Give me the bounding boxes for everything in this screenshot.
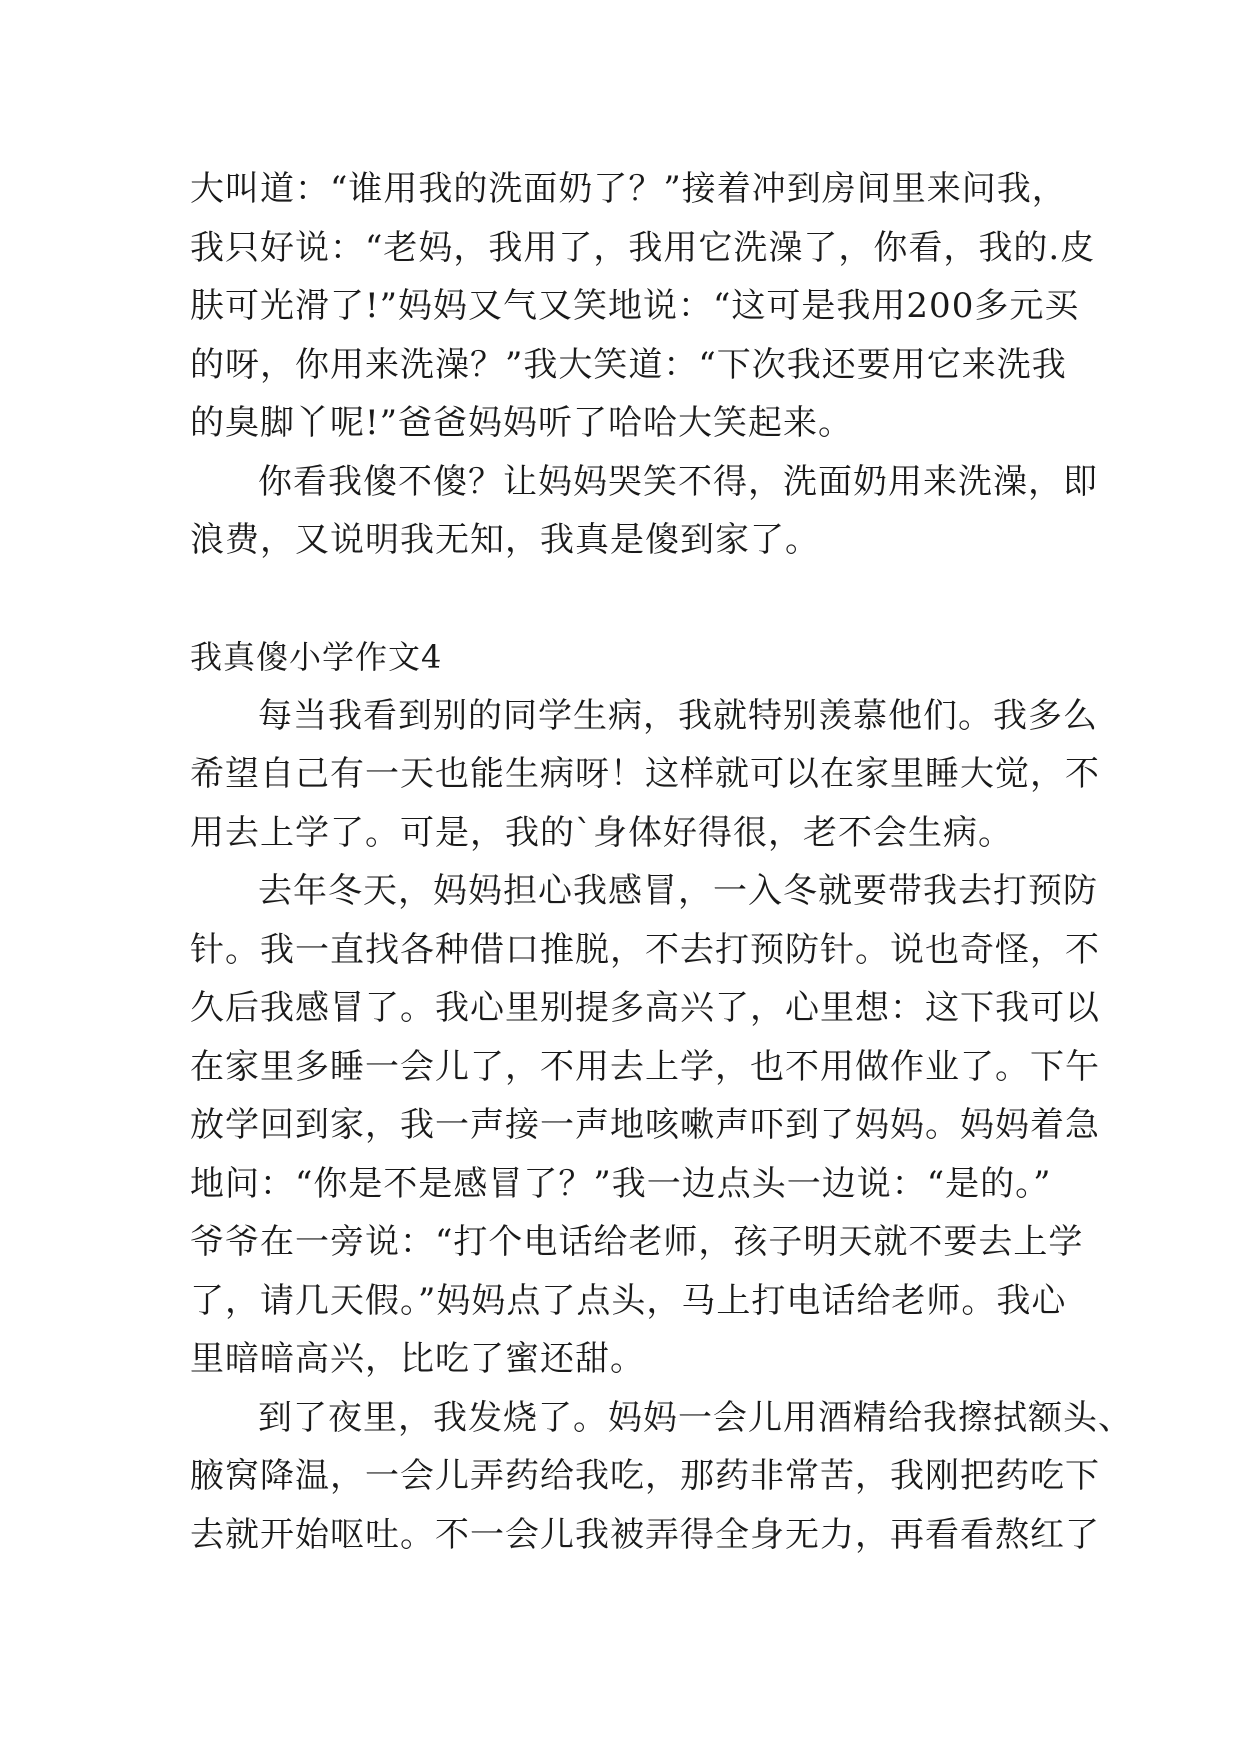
paragraph-1 [190,160,1096,453]
paragraph-3 [190,687,1100,863]
text-line: 腋窝降温，一会儿弄药给我吃，那药非常苦，我刚把药吃下 [190,1456,1100,1496]
text-line: 肤可光滑了!”妈妈又气又笑地说：“这可是我用200多元买 [190,286,1080,326]
text-line: 希望自己有一天也能生病呀！这样就可以在家里睡大觉，不 [190,754,1100,794]
section-title: 我真傻小学作文4 [190,638,443,676]
text-line: 用去上学了。可是，我的`身体好得很，老不会生病。 [190,812,1013,853]
text-line: 你看我傻不傻？让妈妈哭笑不得，洗面奶用来洗澡，即 [258,461,1098,502]
text-line: 里暗暗高兴，比吃了蜜还甜。 [190,1339,645,1379]
paragraph-2 [190,453,1098,570]
text-line: 爷爷在一旁说：“打个电话给老师，孩子明天就不要去上学 [190,1222,1084,1262]
text-line: 去就开始呕吐。不一会儿我被弄得全身无力，再看看熬红了 [190,1514,1100,1555]
text-line: 我只好说：“老妈，我用了，我用它洗澡了，你看，我的.皮 [190,227,1096,268]
text-line: 每当我看到别的同学生病，我就特别羡慕他们。我多么 [258,695,1098,736]
text-line: 的臭脚丫呢!”爸爸妈妈听了哈哈大笑起来。 [190,403,854,443]
text-line: 到了夜里，我发烧了。妈妈一会儿用酒精给我擦拭额头、 [258,1397,1133,1438]
paragraph-4 [190,862,1100,1389]
text-line: 在家里多睡一会儿了，不用去上学，也不用做作业了。下午 [190,1046,1100,1087]
text-line: 大叫道：“谁用我的洗面奶了？”接着冲到房间里来问我， [190,169,1067,209]
document-page [190,160,1133,1564]
text-line: 地问：“你是不是感冒了？”我一边点头一边说：“是的。” [190,1163,1052,1204]
text-line: 了，请几天假。”妈妈点了点头，马上打电话给老师。我心 [190,1280,1067,1321]
section-spacer [190,570,1050,629]
text-line: 针。我一直找各种借口推脱，不去打预防针。说也奇怪，不 [190,929,1100,970]
text-line: 放学回到家，我一声接一声地咳嗽声吓到了妈妈。妈妈着急 [190,1105,1100,1145]
text-line: 浪费，又说明我无知，我真是傻到家了。 [190,520,820,560]
text-line: 的呀，你用来洗澡？”我大笑道：“下次我还要用它来洗我 [190,344,1067,385]
paragraph-5 [190,1389,1133,1565]
text-line: 久后我感冒了。我心里别提多高兴了，心里想：这下我可以 [190,988,1100,1028]
text-line: 去年冬天，妈妈担心我感冒，一入冬就要带我去打预防 [258,871,1098,911]
